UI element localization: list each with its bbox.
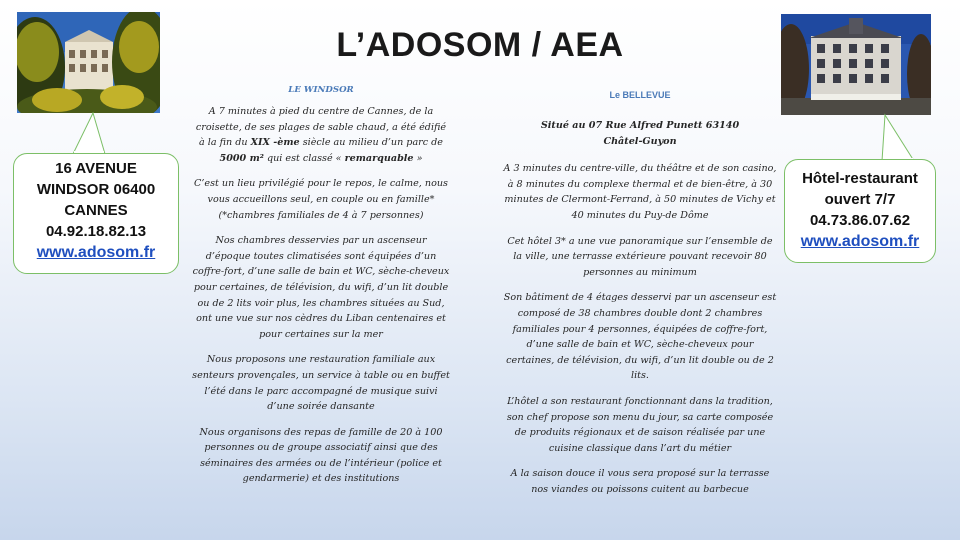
- bellevue-type: Hôtel-restaurant: [802, 170, 918, 187]
- bellevue-hotel-photo: [781, 14, 931, 115]
- windsor-contact-card: [13, 153, 179, 274]
- windsor-paragraph-1: A 7 minutes à pied du centre de Cannes, de la croisette, de ses plages de sable chaud, a été édifié à la fin du XIX -ème siècle au milieu d’un parc de 5000 m² qui est classé « remarquable »: [195, 106, 447, 164]
- windsor-paragraph-3: Nos chambres desservies par un ascenseur d’époque toutes climatisées sont équipées d’un coffre-fort, d’une salle de bain et WC, sèche-cheveux pour certaines, de télévision, du wifi, d’un lit double ou de 2 lits voir plus, les chambres situées au Sud, ont une vue sur nos cèdres du Liban centenaires et pour certaines sur la mer: [192, 235, 450, 340]
- windsor-hotel-photo: [17, 12, 160, 113]
- bellevue-website-link[interactable]: www.adosom.fr: [800, 233, 920, 250]
- right-callout-tail: [878, 115, 922, 163]
- windsor-website-link[interactable]: www.adosom.fr: [36, 244, 156, 261]
- windsor-paragraph-5: Nous organisons des repas de famille de 20 à 100 personnes ou de groupe associatif ainsi que des séminaires des armées ou de l’intérieur (police et gendarmerie) et des institutions: [199, 426, 443, 485]
- bellevue-paragraph-1: A 3 minutes du centre-ville, du théâtre et de son casino, à 8 minutes du complexe thermal et de bien-être, à 30 minutes de Clermont-Ferrand, à 50 minutes de Vichy et 40 minutes du Puy-de Dôme: [503, 163, 777, 221]
- bellevue-heading: Le BELLEVUE: [609, 90, 671, 100]
- bellevue-paragraph-5: A la saison douce il vous sera proposé sur la terrasse nos viandes ou poissons cuitent au barbecue: [510, 468, 770, 495]
- bellevue-description: [502, 118, 778, 507]
- bellevue-contact-card: [784, 159, 936, 263]
- bellevue-phone: 04.73.86.07.62: [809, 212, 911, 229]
- bellevue-address: Situé au 07 Rue Alfred Punett 63140 Châtel-Guyon: [540, 120, 740, 147]
- left-callout-tail: [60, 113, 110, 155]
- bellevue-paragraph-4: L’hôtel a son restaurant fonctionnant dans la tradition, son chef propose son menu du jour, sa carte composée de produits régionaux et de saison réalisée par une cuisine classique dans l’art du métier: [506, 395, 774, 454]
- windsor-heading: LE WINDSOR: [288, 85, 354, 95]
- windsor-address-line3: CANNES: [64, 202, 128, 219]
- windsor-address-line1: 16 AVENUE: [55, 160, 137, 177]
- windsor-paragraph-2: C’est un lieu privilégié pour le repos, le calme, nous vous accueillons seul, en couple ou en famille* (*chambres familiales de 4 à 7 personnes): [194, 178, 448, 221]
- bellevue-paragraph-2: Cet hôtel 3* a une vue panoramique sur l’ensemble de la ville, une terrasse extérieure pouvant recevoir 80 personnes au minimum: [507, 235, 773, 278]
- windsor-paragraph-4: Nous proposons une restauration familiale aux senteurs provençales, un service à table ou en buffet l’été dans le parc accompagné de musique suivi d’une soirée dansante: [192, 354, 450, 413]
- windsor-phone: 04.92.18.82.13: [45, 223, 147, 240]
- windsor-description: [192, 104, 450, 497]
- bellevue-paragraph-3: Son bâtiment de 4 étages desservi par un ascenseur est composé de 38 chambres double dont 2 chambres familiales pour 4 personnes, équipées de coffre-fort, d’une salle de bain et WC, sèche-cheveux pour certaines, de télévision, du wifi, d’un lit double ou de 2 lits.: [503, 292, 777, 382]
- bellevue-hours: ouvert 7/7: [824, 191, 896, 208]
- windsor-address-line2: WINDSOR 06400: [36, 181, 156, 198]
- page-title: L’ADOSOM / AEA: [336, 26, 624, 64]
